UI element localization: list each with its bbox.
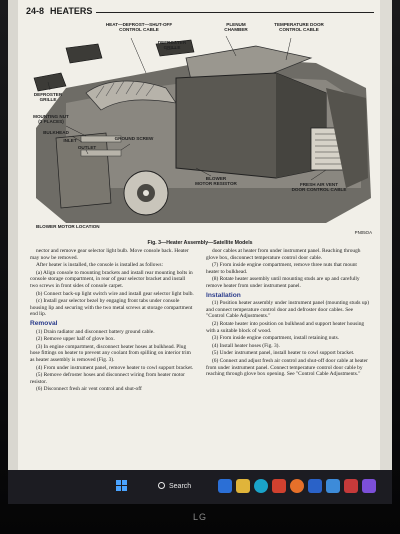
label-fresh-air-vent-cable: FRESH AIR VENT DOOR CONTROL CABLE (291, 182, 347, 193)
label-bulkhead: BULKHEAD (43, 130, 69, 135)
section-heading-removal: Removal (30, 319, 58, 327)
text-column-right (206, 248, 370, 379)
label-heat-defrost-cable: HEAT—DEFROST—SHUT-OFF CONTROL CABLE (105, 22, 173, 33)
app-icon[interactable] (326, 479, 340, 493)
header-rule (96, 12, 374, 13)
label-inlet: INLET (63, 138, 77, 143)
paragraph: door cables at heater from under instrument panel. Reaching through glove box, disconnect temperature control door cable. (206, 248, 361, 261)
step: (8) Rotate heater assembly until mounting studs are up and carefully remove heater from under instrument panel. (206, 276, 360, 289)
monitor-brand-logo: LG (192, 512, 207, 522)
page-number: 24-8 (26, 6, 45, 16)
viewer-left-margin (8, 0, 18, 470)
section-heading-installation: Installation (206, 291, 241, 299)
step: (1) Position heater assembly under instrument panel (mounting studs up) and connect temperature control door and defroster door cables. See "Control Cable Adjustments." (206, 300, 370, 320)
taskbar-search[interactable] (158, 480, 208, 494)
text-column-left (30, 248, 194, 394)
step: (5) Under instrument panel, install heater to cowl support bracket. (212, 350, 355, 357)
step: (3) From inside engine compartment, install retaining nuts. (212, 335, 340, 342)
figure-code: PN05OA (354, 230, 372, 235)
windows-start-icon[interactable] (116, 480, 128, 492)
store-icon[interactable] (308, 479, 322, 493)
step: (6) Connect and adjust fresh air control and shut-off door cable at heater from under instrument panel. Connect temperature control door cable by reaching through glove box opening. See "Control Cable Adjustments." (206, 357, 368, 378)
step: (4) From under instrument panel, remove heater to cowl support bracket. (36, 364, 194, 371)
firefox-icon[interactable] (290, 479, 304, 493)
step: (2) Rotate heater into position on bulkhead and support heater housing with a suitable block of wood. (206, 320, 365, 334)
heater-assembly-figure (26, 18, 374, 236)
screen (8, 0, 392, 470)
step: (2) Remove upper half of glove box. (36, 336, 115, 343)
label-blower-motor-resistor: BLOWER MOTOR RESISTOR (195, 176, 237, 187)
label-blower-motor-location: BLOWER MOTOR LOCATION (36, 224, 100, 229)
label-defroster-grille-top: DEFROSTER GRILLE (157, 40, 187, 51)
label-temperature-door-cable: TEMPERATURE DOOR CONTROL CABLE (274, 22, 324, 33)
label-mounting-nut: MOUNTING NUT (3 PLACES) (33, 114, 69, 125)
mail-icon[interactable] (272, 479, 286, 493)
paragraph: After heater is installed, the console is installed as follows: (36, 262, 163, 269)
paragraph: (b) Connect back-up light switch wire and install gear selector light bulb. (36, 290, 194, 297)
document-page (26, 0, 374, 470)
figure-caption: Fig. 3—Heater Assembly—Satellite Models (147, 240, 253, 246)
task-view-icon[interactable] (218, 479, 232, 493)
page-section-title: HEATERS (50, 6, 93, 16)
step: (1) Drain radiator and disconnect battery ground cable. (36, 328, 155, 335)
step: (5) Remove defroster hoses and disconnect wiring from heater motor resistor. (30, 372, 185, 385)
viewer-right-margin (380, 0, 392, 470)
edge-browser-icon[interactable] (254, 479, 268, 493)
search-icon (158, 482, 165, 489)
step: (7) From inside engine compartment, remove three nuts that mount heater to bulkhead. (206, 262, 357, 275)
label-plenum-chamber: PLENUM CHAMBER (224, 22, 248, 33)
pdf-viewer-icon[interactable] (344, 479, 358, 493)
file-explorer-icon[interactable] (236, 479, 250, 493)
search-label: Search (169, 483, 192, 490)
step: (3) In engine compartment, disconnect heater hoses at bulkhead. Plug hose fittings on heater to prevent any coolant from spilling on interior trim as heater assembly is removed (Fig. 3). (30, 343, 191, 363)
paragraph: (c) Install gear selector bezel by engaging front tabs under console housing lip and securing with the two metal screws at storage compartment end lip. (30, 298, 193, 318)
heater-illustration (26, 18, 374, 236)
label-defroster-grille-left: DEFROSTER GRILLE (33, 92, 63, 103)
label-outlet: OUTLET (77, 145, 97, 150)
app-icon-2[interactable] (362, 479, 376, 493)
page-header (26, 6, 374, 18)
paragraph: (a) Align console to mounting brackets and install rear mounting bolts in console storage compartment, in rear of gear selector bracket and install two screws in front sides of console carpet. (30, 269, 193, 289)
label-ground-screw: GROUND SCREW (114, 136, 154, 141)
step: (6) Disconnect fresh air vent control and shut-off (36, 386, 142, 393)
step: (4) Install heater hoses (Fig. 3). (212, 342, 280, 349)
taskbar (8, 470, 392, 504)
paragraph: nector and remove gear selector light bulb. Move console back. Heater may now be removed. (30, 248, 189, 261)
